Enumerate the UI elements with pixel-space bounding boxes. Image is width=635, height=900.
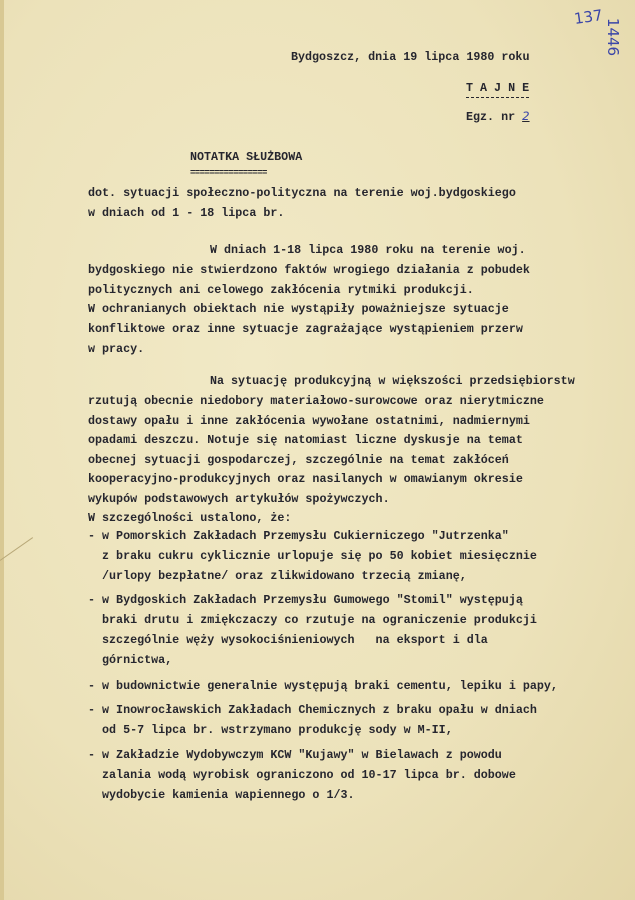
handwritten-page-number: 137 (572, 6, 604, 28)
paragraph-line: opadami deszczu. Notuje się natomiast liczne dyskusje na temat (88, 433, 523, 447)
classification: T A J N E (466, 81, 530, 95)
bullet-line: - w Zakładzie Wydobywczym KCW "Kujawy" w Bielawach z powodu (88, 748, 502, 762)
classification-underline (466, 97, 529, 98)
paragraph-line: obecnej sytuacji gospodarczej, szczególnie na temat zakłóceń (88, 453, 509, 467)
paragraph-line: w pracy. (88, 342, 145, 356)
bullet-line: - w Bydgoskich Zakładach Przemysłu Gumowego "Stomil" występują (88, 593, 523, 607)
paragraph-line: konfliktowe oraz inne sytuacje zagrażające wystąpieniem przerw (88, 322, 523, 336)
bullet-line: - w Pomorskich Zakładach Przemysłu Cukierniczego "Jutrzenka" (88, 529, 509, 543)
bullet-line: braki drutu i zmiękczaczy co rzutuje na ograniczenie produkcji (88, 613, 537, 627)
place-date: Bydgoszcz, dnia 19 lipca 1980 roku (291, 50, 530, 64)
bullet-line: szczególnie węży wysokociśnieniowych na eksport i dla (88, 633, 488, 647)
title-underline: ================ (190, 168, 267, 178)
paragraph-line: bydgoskiego nie stwierdzono faktów wrogiego działania z pobudek (88, 263, 530, 277)
bullet-line: wydobycie kamienia wapiennego o 1/3. (88, 788, 355, 802)
bullet-line: - w budownictwie generalnie występują braki cementu, lepiku i papy, (88, 679, 558, 693)
copy-number: 2 (522, 109, 530, 123)
paragraph-line: dostawy opału i inne zakłócenia wywołane ostatnimi, nadmiernymi (88, 414, 530, 428)
bullet-line: od 5-7 lipca br. wstrzymano produkcję sody w M-II, (88, 723, 453, 737)
paper-edge (0, 0, 4, 900)
binding-string (0, 537, 33, 561)
bullet-line: /urlopy bezpłatne/ oraz zlikwidowano trzecią zmianę, (88, 569, 467, 583)
paragraph-line: W ochranianych obiektach nie wystąpiły poważniejsze sytuacje (88, 302, 509, 316)
document-title: NOTATKA SŁUŻBOWA (190, 150, 303, 164)
paragraph-line: Na sytuację produkcyjną w większości przedsiębiorstw (210, 374, 575, 388)
subject-line: w dniach od 1 - 18 lipca br. (88, 206, 285, 220)
intro-line: W szczególności ustalono, że: (88, 511, 292, 525)
paragraph-line: wykupów podstawowych artykułów spożywczych. (88, 492, 390, 506)
bullet-line: zalania wodą wyrobisk ograniczono od 10-17 lipca br. dobowe (88, 768, 516, 782)
paragraph-line: rzutują obecnie niedobory materiałowo-surowcowe oraz nierytmiczne (88, 394, 544, 408)
bullet-line: górnictwa, (88, 653, 173, 667)
handwritten-archive-number: 1446 (604, 17, 623, 57)
subject-line: dot. sytuacji społeczno-polityczna na terenie woj.bydgoskiego (88, 186, 516, 200)
paragraph-line: politycznych ani celowego zakłócenia rytmiki produkcji. (88, 283, 474, 297)
bullet-line: z braku cukru cyklicznie urlopuje się po 50 kobiet miesięcznie (88, 549, 537, 563)
paragraph-line: kooperacyjno-produkcyjnych oraz nasilanych w omawianym okresie (88, 472, 523, 486)
copy-number-line (466, 109, 530, 124)
bullet-line: - w Inowrocławskich Zakładach Chemicznych z braku opału w dniach (88, 703, 537, 717)
paragraph-line: W dniach 1-18 lipca 1980 roku na terenie woj. (210, 243, 526, 257)
copy-label: Egz. nr (466, 110, 516, 124)
